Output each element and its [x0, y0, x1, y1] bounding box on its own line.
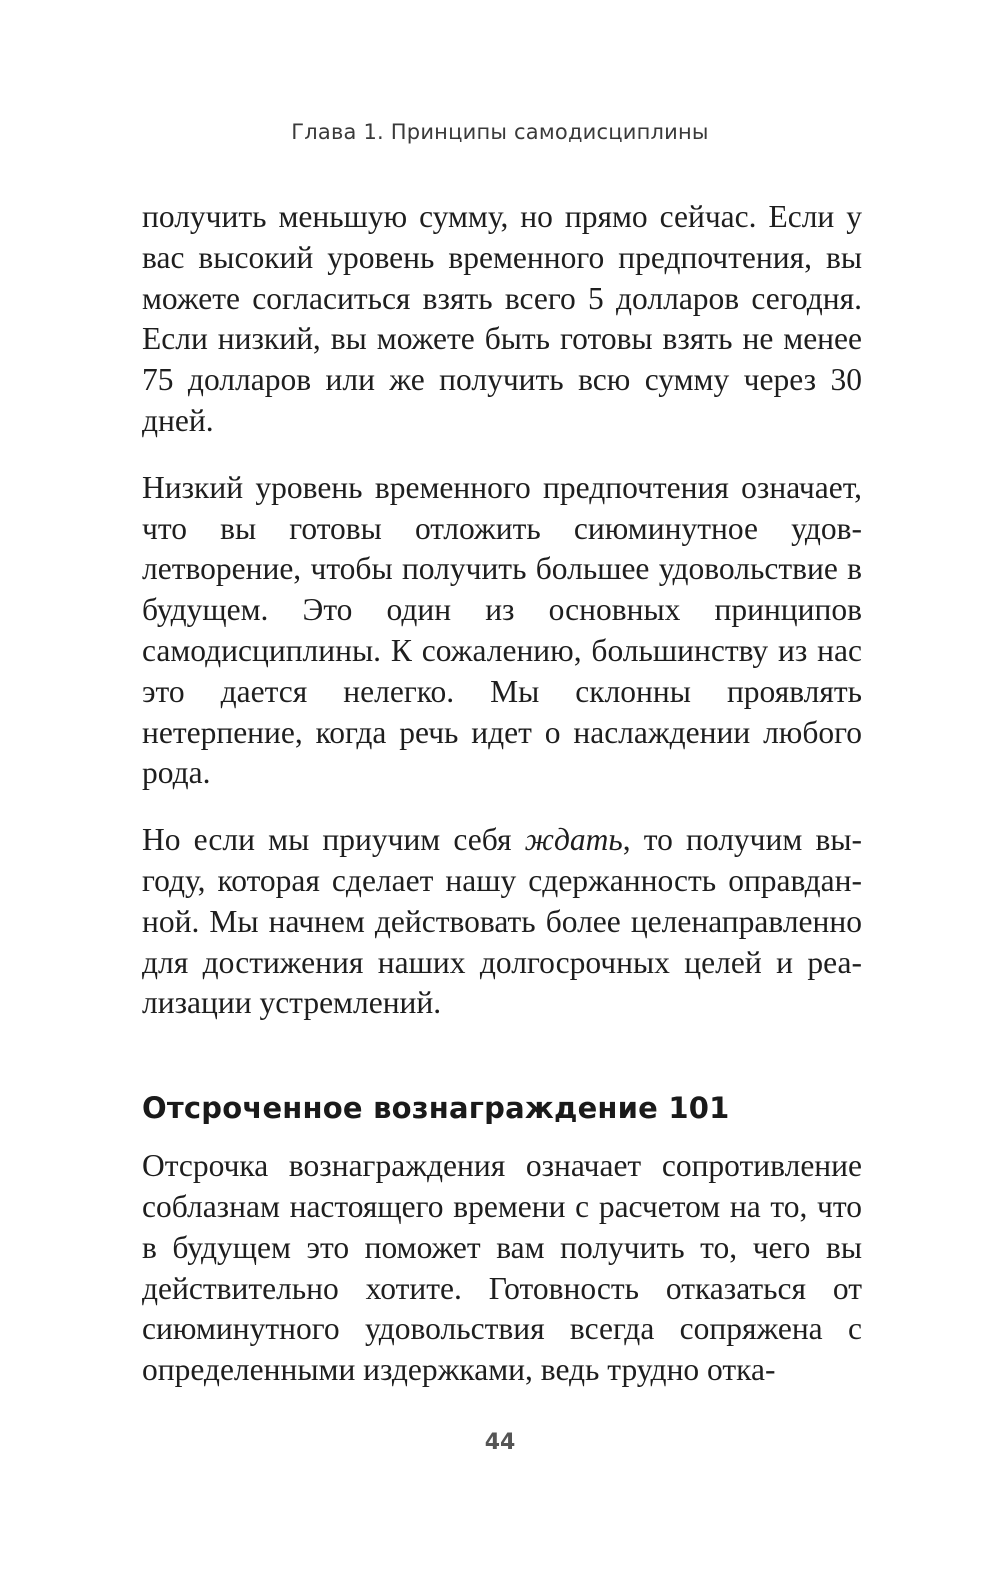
section-heading: Отсроченное вознаграждение 101	[142, 1091, 730, 1126]
paragraph-4: Отсрочка вознаграждения означает сопротивление соблазнам настоящего времени с расчетом на то, что в будущем это поможет вам получить то, чего вы действительно хотите. Готовность отказаться от сиюминутного удовольствия всегда сопряжена с определенными издержками, ведь трудно отка-	[142, 1148, 862, 1388]
page-number: 44	[484, 1430, 516, 1455]
paragraph-3-emphasis: ждать	[524, 822, 623, 858]
main-text	[142, 197, 862, 1417]
paragraph-1: получить меньшую сумму, но прямо сейчас. Если у вас высокий уровень временного предпочтения, вы можете согласиться взять всего 5 долларов сегодня. Если низкий, вы можете быть готовы взять не менее 75 долларов или же получить всю сумму через 30 дней.	[142, 199, 862, 438]
paragraph-2: Низкий уровень временного предпочтения означает, что вы готовы отложить сиюминутное удовлетворение, чтобы получить большее удовольствие в будущем. Это один из основных принципов самодисциплины. К сожалению, большинству из нас это дается нелегко. Мы склонны проявлять нетерпение, когда речь идет о наслаждении любого рода.	[142, 469, 862, 791]
running-header: Глава 1. Принципы самодисциплины	[291, 120, 709, 144]
paragraph-3-start: Но если мы приучим себя	[142, 822, 525, 858]
paragraph-3-end: , то получим выгоду, которая сделает нашу сдержанность оправданной. Мы начнем действовать более целенаправленно для достижения наших долгосрочных целей и реализации устремлений.	[142, 822, 862, 1021]
paragraph-3	[142, 820, 862, 1024]
